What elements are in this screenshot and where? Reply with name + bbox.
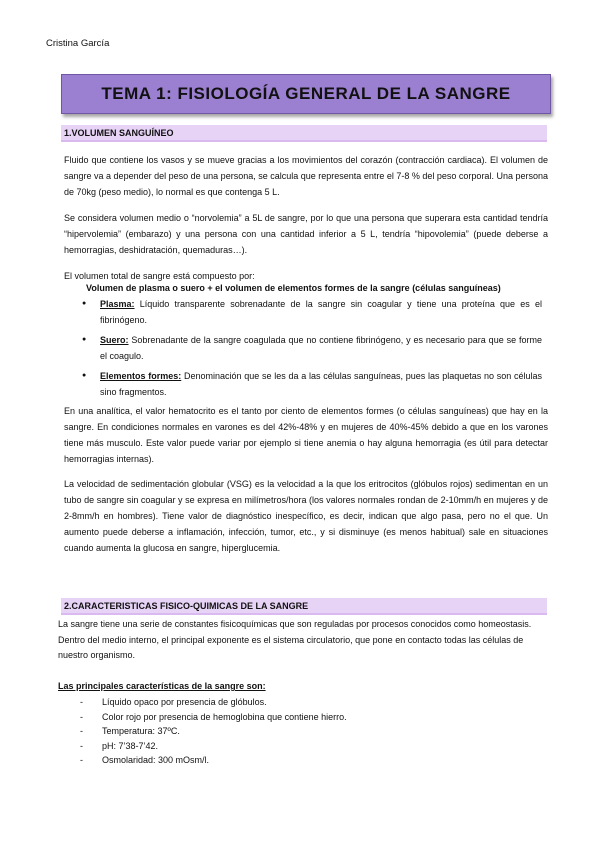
bullet-text: Denominación que se les da a las células sanguíneas, pues las plaquetas no son células sino fragmentos. [100,371,542,397]
bullet-term: Suero: [100,335,129,345]
paragraph-composicion: El volumen total de sangre está compuesto por: [64,271,255,281]
list-item [82,332,542,364]
list-item: - Temperatura: 37ºC. [80,724,347,739]
list-item: - Color rojo por presencia de hemoglobina que contiene hierro. [80,710,347,725]
list-item: - pH: 7’38-7’42. [80,739,347,754]
characteristics-subheading: Las principales características de la sangre son: [58,681,266,691]
paragraph-norvolemia: Se considera volumen medio o “norvolemia” a 5L de sangre, por lo que una persona que superara esta cantidad tendría “hipervolemia” (embarazo) y una persona con una cantidad inferior a 5 L, tendría “hipovolemia” (puede deberse a hemorragias, deshidratación, quemaduras…). [64,213,548,255]
author-name: Cristina García [46,38,110,49]
page-title: TEMA 1: FISIOLOGÍA GENERAL DE LA SANGRE [101,84,511,103]
list-item: - Osmolaridad: 300 mOsm/l. [80,753,347,768]
paragraph-hematocrito: En una analítica, el valor hematocrito es el tanto por ciento de elementos formes (o células sanguíneas) que hay en la sangre. En condiciones normales en varones es del 42%-48% y en mujeres de 40%-45% debido a que en los varones tiene más musculo. Este valor puede variar por ejemplo si tiene anemia o hay alguna hemorragia (es útil para detectar hemorragias internas). [64,406,548,464]
bullet-text: Sobrenadante de la sangre coagulada que no contiene fibrinógeno, y es necesario para que se forme el coagulo. [100,335,542,361]
paragraph-volumen-intro: Fluido que contiene los vasos y se mueve gracias a los movimientos del corazón (contracción cardiaca). El volumen de sangre va a depender del peso de una persona, se calcula que representa entre el 7-8 % del peso corporal. Una persona de 70kg (peso medio), lo normal es que contenga 5 L. [64,155,548,197]
paragraph-homeostasis: La sangre tiene una serie de constantes fisicoquímicas que son reguladas por procesos conocidos como homeostasis. Dentro del medio interno, el principal exponente es el sistema circulatorio, que pone en contacto todas las células de nuestro organismo. [58,619,532,660]
section-heading-caracteristicas: 2.CARACTERISTICAS FISICO-QUIMICAS DE LA SANGRE [61,598,547,615]
title-banner [61,74,551,114]
bullet-term: Elementos formes: [100,371,182,381]
bullet-text: Líquido transparente sobrenadante de la sangre sin coagular y tiene una proteína que es el fibrinógeno. [100,299,542,325]
list-item [82,296,542,328]
composition-subheading: Volumen de plasma o suero + el volumen de elementos formes de la sangre (células sanguíneas) [86,283,501,293]
paragraph-vsg: La velocidad de sedimentación globular (VSG) es la velocidad a la que los eritrocitos (glóbulos rojos) sedimentan en un tubo de sangre sin coagular y se expresa en milímetros/hora (los valores normales rondan de 2-10mm/h en mujeres y de 2-8mm/h en hombres). Tiene valor de diagnóstico inespecífico, es decir, indican que algo pasa, pero no el que. Un aumento puede deberse a inflamación, infección, tumor, etc., y si disminuye (es menos habitual) sale en situaciones cuando aumenta la glucosa en sangre, hiperglucemia. [64,479,548,553]
list-item: - Líquido opaco por presencia de glóbulos. [80,695,347,710]
list-item [82,368,542,400]
composition-list [82,296,542,404]
characteristics-list [80,695,347,768]
bullet-term: Plasma: [100,299,135,309]
section-heading-volumen: 1.VOLUMEN SANGUÍNEO [61,125,547,142]
